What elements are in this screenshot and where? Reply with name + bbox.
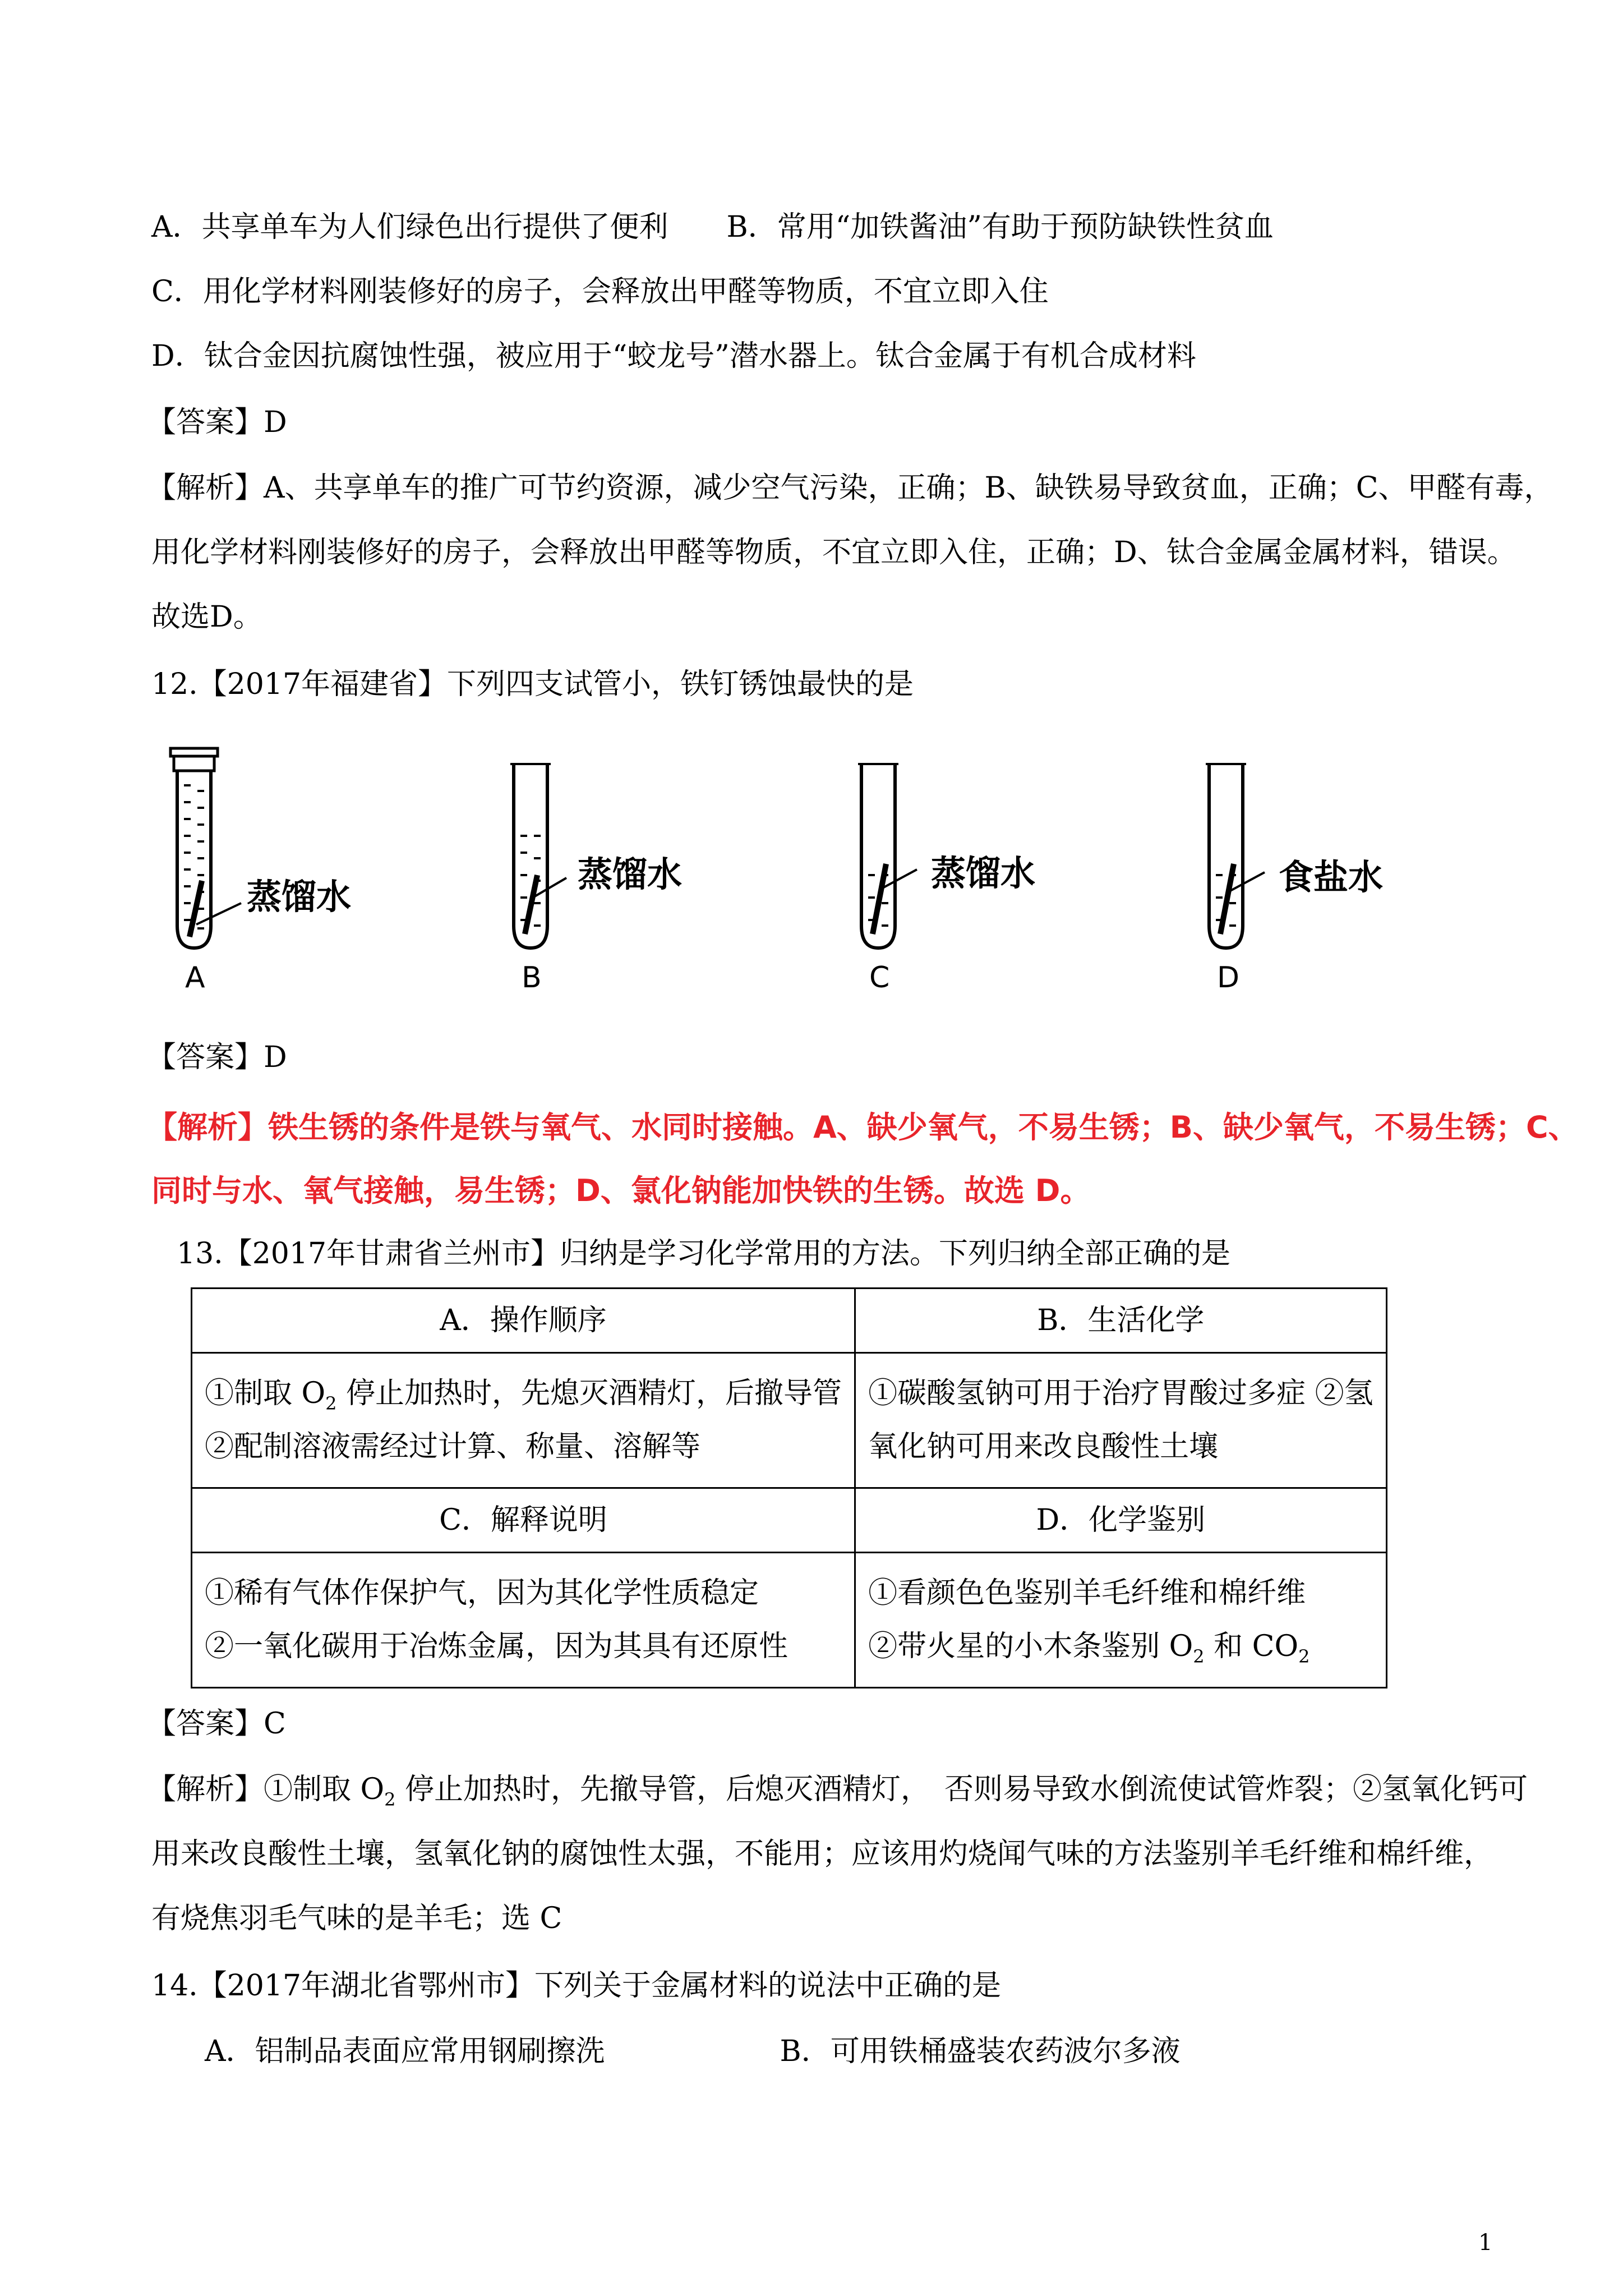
table-d-item-1: ①看颜色色鉴别羊毛纤维和棉纤维: [868, 1576, 1306, 1610]
tube-d-letter: D: [1217, 961, 1240, 995]
test-tube-d: [1206, 763, 1265, 948]
table-a-item-2: ②配制溶液需经过计算、称量、溶解等: [205, 1430, 701, 1464]
q13-answer: 【答案】C: [147, 1707, 286, 1741]
test-tubes-figure: [151, 740, 1441, 1004]
table-cell-a: [192, 1353, 855, 1488]
q12-explanation-line-2: 同时与水、氧气接触，易生锈；D、氯化钠能加快铁的生锈。故选 D。: [151, 1173, 1091, 1208]
q14-option-ab: A．铝制品表面应常用钢刷擦洗 B．可用铁桶盛装农药波尔多液: [205, 2035, 1181, 2068]
test-tube-a: [170, 748, 241, 948]
q11-explanation-line-3: 故选D。: [151, 600, 262, 634]
q13-summary-table: [191, 1287, 1387, 1688]
table-b-line-2: 氧化钠可用来改良酸性土壤: [868, 1430, 1219, 1464]
page-number: 1: [1478, 2230, 1493, 2256]
q13-explanation-line-1: 【解析】①制取 $O_2$ 停止加热时，先撤导管，后熄灭酒精灯， 否则易导致水倒流使试管炸裂；②氢氧化钙可: [147, 1773, 1528, 1810]
q11-answer: 【答案】D: [147, 406, 287, 439]
table-head-b: B．生活化学: [855, 1289, 1387, 1353]
table-c-item-1: ①稀有气体作保护气，因为其化学性质稳定: [205, 1576, 759, 1610]
q13-explanation-line-2: 用来改良酸性土壤，氢氧化钠的腐蚀性太强，不能用；应该用灼烧闻气味的方法鉴别羊毛纤维和棉纤维，: [151, 1837, 1493, 1871]
table-d-item-2: ②带火星的小木条鉴别 $O_2$ 和 $CO_2$: [868, 1630, 1310, 1667]
q14-stem: 14.【2017年湖北省鄂州市】下列关于金属材料的说法中正确的是: [151, 1969, 1002, 2003]
q11-explanation-line-1: 【解析】A、共享单车的推广可节约资源，减少空气污染，正确；B、缺铁易导致贫血，正确；C、甲醛有毒，: [147, 471, 1553, 505]
q11-explanation-line-2: 用化学材料刚装修好的房子，会释放出甲醛等物质，不宜立即入住，正确；D、钛合金属金属材料，错误。: [151, 536, 1516, 569]
q12-answer: 【答案】D: [147, 1041, 287, 1074]
q11-option-ab: A．共享单车为人们绿色出行提供了便利 B．常用“加铁酱油”有助于预防缺铁性贫血: [151, 210, 1274, 244]
table-head-a: A．操作顺序: [192, 1289, 855, 1353]
table-b-line-1: ①碳酸氢钠可用于治疗胃酸过多症 ②氢: [868, 1377, 1373, 1410]
table-c-item-2: ②一氧化碳用于冶炼金属，因为其具有还原性: [205, 1630, 789, 1663]
tube-b-letter: B: [522, 961, 542, 995]
table-a-item-1: ①制取 $O_2$ 停止加热时，先熄灭酒精灯，后撤导管: [205, 1377, 842, 1414]
tube-c-letter: C: [869, 961, 890, 995]
table-head-d: D．化学鉴别: [855, 1488, 1387, 1553]
q11-option-d: D．钛合金因抗腐蚀性强，被应用于“蛟龙号”潜水器上。钛合金属于有机合成材料: [151, 339, 1196, 373]
test-tubes-illustration: [151, 740, 1441, 1004]
table-cell-d: [855, 1553, 1387, 1688]
tube-a-label: 蒸馏水: [247, 876, 352, 917]
q12-explanation-line-1: 【解析】铁生锈的条件是铁与氧气、水同时接触。A、缺少氧气，不易生锈；B、缺少氧气，不易生锈；C、: [147, 1110, 1579, 1145]
tube-c-label: 蒸馏水: [931, 853, 1036, 894]
q12-stem: 12.【2017年福建省】下列四支试管小，铁钉锈蚀最快的是: [151, 668, 914, 701]
tube-a-letter: A: [185, 961, 205, 995]
table-cell-c: [192, 1553, 855, 1688]
tube-b-label: 蒸馏水: [578, 854, 683, 895]
table-head-c: C．解释说明: [192, 1488, 855, 1553]
tube-d-label: 食盐水: [1279, 857, 1384, 898]
q13-stem: 13.【2017年甘肃省兰州市】归纳是学习化学常用的方法。下列归纳全部正确的是: [177, 1237, 1231, 1271]
q13-explanation-line-3: 有烧焦羽毛气味的是羊毛；选 C: [151, 1902, 562, 1935]
test-tube-c: [858, 763, 917, 948]
test-tube-b: [510, 763, 566, 948]
table-cell-b: [855, 1353, 1387, 1488]
q11-option-c: C．用化学材料刚装修好的房子，会释放出甲醛等物质，不宜立即入住: [151, 275, 1049, 309]
